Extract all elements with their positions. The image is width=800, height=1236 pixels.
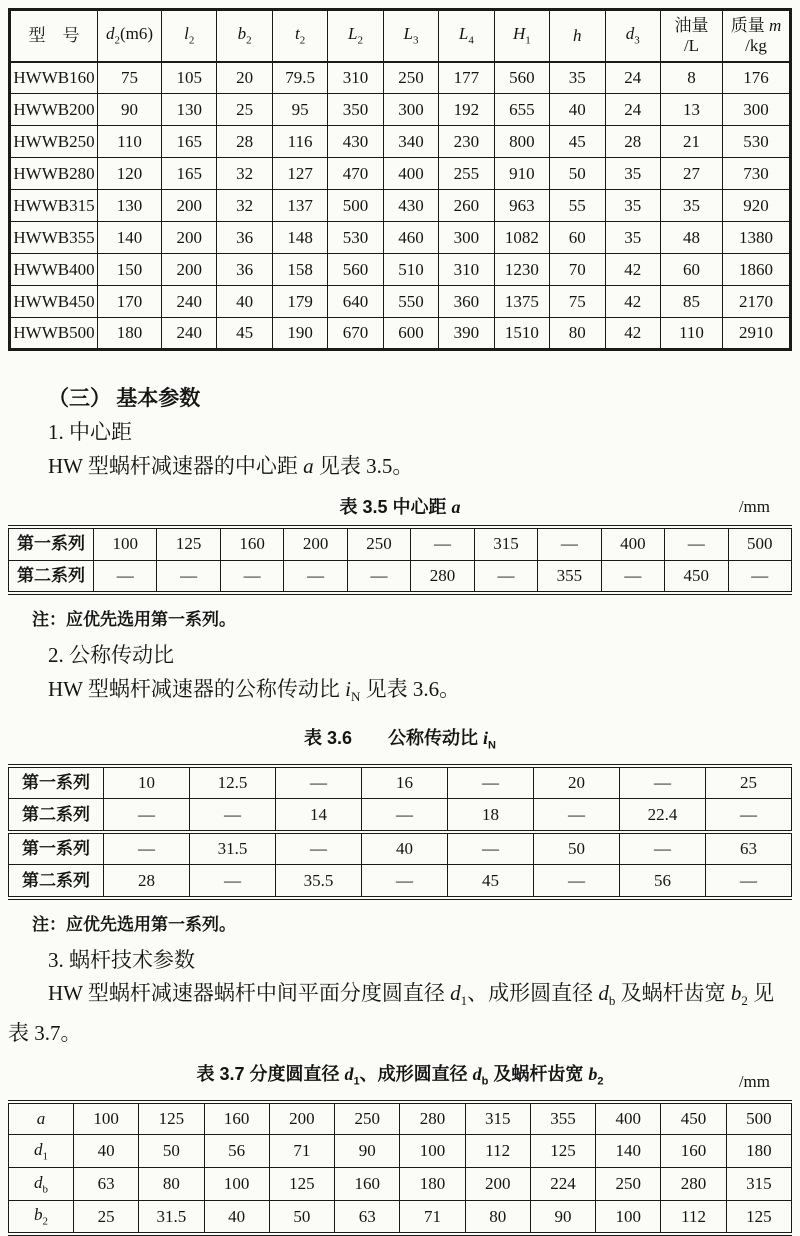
table-cell: 500 — [328, 190, 383, 222]
table-cell: — — [104, 799, 190, 832]
table-cell: 530 — [328, 222, 383, 254]
table-cell: 40 — [362, 832, 448, 865]
column-header: $L_2$ — [328, 10, 383, 62]
row-header: HWWB200 — [10, 94, 98, 126]
table-cell: — — [474, 560, 537, 593]
table-cell: 1380 — [723, 222, 791, 254]
table-row — [9, 1135, 792, 1168]
table-cell: 280 — [411, 560, 474, 593]
table-cell: 32 — [217, 158, 272, 190]
table-3-6-title: 表 3.6 公称传动比 $i_N$ — [304, 728, 496, 752]
table-cell: 40 — [217, 286, 272, 318]
table-cell: 125 — [726, 1201, 791, 1234]
table-3-5-caption — [8, 496, 792, 518]
table-cell: 640 — [328, 286, 383, 318]
table-cell: 250 — [383, 62, 438, 94]
table-cell: 2170 — [723, 286, 791, 318]
row-header: HWWB400 — [10, 254, 98, 286]
table-row — [10, 62, 791, 94]
row-header: HWWB160 — [10, 62, 98, 94]
table-cell: — — [665, 527, 728, 560]
table-cell: 50 — [550, 158, 605, 190]
table-cell: 56 — [620, 865, 706, 898]
table-cell: 90 — [98, 94, 162, 126]
table-cell: 1230 — [494, 254, 549, 286]
table-cell: 110 — [98, 126, 162, 158]
table-row — [10, 286, 791, 318]
table-cell: 90 — [335, 1135, 400, 1168]
column-header: $d_3$ — [605, 10, 661, 62]
table-cell: — — [276, 832, 362, 865]
table-row — [9, 1201, 792, 1234]
row-header: HWWB280 — [10, 158, 98, 190]
table-cell: 31.5 — [190, 832, 276, 865]
table-cell: 35 — [605, 190, 661, 222]
table-cell: 28 — [605, 126, 661, 158]
table-cell: 45 — [217, 318, 272, 350]
table-cell: 35 — [605, 222, 661, 254]
table-cell: 560 — [494, 62, 549, 94]
table-cell: 300 — [383, 94, 438, 126]
table-cell: 390 — [439, 318, 494, 350]
table-cell: 42 — [605, 286, 661, 318]
item-3-heading: 3. 蜗杆技术参数 — [48, 947, 195, 972]
table-cell: 176 — [723, 62, 791, 94]
table-cell: 112 — [465, 1135, 530, 1168]
column-header: $d_2(m6)$ — [98, 10, 162, 62]
table-cell: 10 — [104, 766, 190, 799]
table-cell: 95 — [272, 94, 327, 126]
table-cell: 160 — [220, 527, 283, 560]
table-cell: 310 — [328, 62, 383, 94]
table-cell: 13 — [661, 94, 723, 126]
table-cell: 177 — [439, 62, 494, 94]
table-cell: 21 — [661, 126, 723, 158]
table-cell: 75 — [550, 286, 605, 318]
table-cell: 16 — [362, 766, 448, 799]
table-cell: — — [411, 527, 474, 560]
table-cell: 35.5 — [276, 865, 362, 898]
table-cell: 36 — [217, 254, 272, 286]
table-cell: — — [534, 799, 620, 832]
table-3-6-note: 注：应优先选用第一系列。 — [32, 914, 236, 934]
table-cell: 200 — [284, 527, 347, 560]
table-cell: 20 — [534, 766, 620, 799]
table-cell: 40 — [204, 1201, 269, 1234]
table-cell: 80 — [139, 1168, 204, 1201]
table-cell: 1082 — [494, 222, 549, 254]
table-cell: 430 — [383, 190, 438, 222]
table-cell: 560 — [328, 254, 383, 286]
table-cell: 125 — [530, 1135, 595, 1168]
table-cell: 500 — [728, 527, 791, 560]
table-cell: — — [347, 560, 410, 593]
table-cell: — — [620, 766, 706, 799]
worm-parameters-table — [8, 1100, 792, 1236]
row-header: HWWB315 — [10, 190, 98, 222]
row-header: HWWB355 — [10, 222, 98, 254]
table-cell: 125 — [139, 1102, 204, 1135]
table-cell: 56 — [204, 1135, 269, 1168]
table-cell: 192 — [439, 94, 494, 126]
row-header: 第一系列 — [9, 766, 104, 799]
table-cell: 42 — [605, 254, 661, 286]
item-1-heading: 1. 中心距 — [48, 420, 132, 444]
table-cell: 510 — [383, 254, 438, 286]
table-cell: 125 — [157, 527, 220, 560]
table-cell: 50 — [269, 1201, 334, 1234]
table-cell: 180 — [98, 318, 162, 350]
column-header: $b_2$ — [217, 10, 272, 62]
table-cell: 25 — [706, 766, 792, 799]
row-header: $d_b$ — [9, 1168, 74, 1201]
table-3-5-unit: /mm — [738, 497, 770, 516]
table-cell: 90 — [530, 1201, 595, 1234]
table-cell: 280 — [400, 1102, 465, 1135]
column-header: $l_2$ — [162, 10, 217, 62]
table-cell: 75 — [98, 62, 162, 94]
table-cell: 50 — [534, 832, 620, 865]
header-row — [10, 10, 791, 62]
center-distance-table — [8, 525, 792, 595]
column-header: $L_3$ — [383, 10, 438, 62]
table-cell: 165 — [162, 126, 217, 158]
transmission-ratio-table — [8, 764, 792, 900]
table-cell: 550 — [383, 286, 438, 318]
table-cell: 224 — [530, 1168, 595, 1201]
table-cell: 127 — [272, 158, 327, 190]
table-cell: 8 — [661, 62, 723, 94]
table-row — [10, 94, 791, 126]
row-header: a — [9, 1102, 74, 1135]
table-cell: — — [706, 799, 792, 832]
table-cell: 148 — [272, 222, 327, 254]
table-cell: — — [104, 832, 190, 865]
table-cell: 100 — [204, 1168, 269, 1201]
table-cell: 963 — [494, 190, 549, 222]
paragraph-3: HW 型蜗杆减速器蜗杆中间平面分度圆直径 $d_1$、成形圆直径 $d_b$ 及蜗杆齿宽 $b_2$ 见表 3.7。 — [8, 980, 775, 1045]
table-cell: 42 — [605, 318, 661, 350]
column-header: h — [550, 10, 605, 62]
table-cell: 250 — [347, 527, 410, 560]
row-header: HWWB500 — [10, 318, 98, 350]
table-cell: — — [190, 865, 276, 898]
table-cell: 116 — [272, 126, 327, 158]
table-row — [9, 1102, 792, 1135]
table-3-7-caption — [8, 1063, 792, 1093]
table-cell: 71 — [400, 1201, 465, 1234]
table-row — [10, 222, 791, 254]
table-cell: 27 — [661, 158, 723, 190]
table-cell: 450 — [661, 1102, 726, 1135]
table-cell: 28 — [104, 865, 190, 898]
table-cell: 60 — [550, 222, 605, 254]
table-cell: 160 — [661, 1135, 726, 1168]
table-cell: 400 — [383, 158, 438, 190]
row-header: 第一系列 — [9, 832, 104, 865]
column-header: 型 号 — [10, 10, 98, 62]
paragraph-2: HW 型蜗杆减速器的公称传动比 $i_N$ 见表 3.6。 — [48, 677, 461, 705]
table-cell: 63 — [335, 1201, 400, 1234]
table-cell: 112 — [661, 1201, 726, 1234]
table-cell: 315 — [474, 527, 537, 560]
table-cell: — — [601, 560, 664, 593]
table-cell: 35 — [661, 190, 723, 222]
table-cell: 240 — [162, 318, 217, 350]
table-cell: 600 — [383, 318, 438, 350]
table-cell: — — [190, 799, 276, 832]
table-cell: 40 — [550, 94, 605, 126]
row-header: 第一系列 — [9, 527, 94, 560]
table-cell: 80 — [465, 1201, 530, 1234]
row-header: 第二系列 — [9, 799, 104, 832]
table-cell: — — [362, 799, 448, 832]
table-row — [9, 1168, 792, 1201]
table-cell: 20 — [217, 62, 272, 94]
table-cell: 400 — [596, 1102, 661, 1135]
row-header: $d_1$ — [9, 1135, 74, 1168]
table-cell: — — [706, 865, 792, 898]
table-row — [10, 158, 791, 190]
column-header: $H_1$ — [494, 10, 549, 62]
table-cell: 140 — [596, 1135, 661, 1168]
table-cell: 160 — [335, 1168, 400, 1201]
table-cell: 45 — [448, 865, 534, 898]
table-cell: 250 — [335, 1102, 400, 1135]
table-cell: 180 — [726, 1135, 791, 1168]
table-cell: 355 — [530, 1102, 595, 1135]
table-cell: 63 — [706, 832, 792, 865]
table-row — [9, 832, 792, 865]
table-cell: 55 — [550, 190, 605, 222]
column-header: $L_4$ — [439, 10, 494, 62]
table-cell: 165 — [162, 158, 217, 190]
table-3-5-note: 注：应优先选用第一系列。 — [32, 610, 236, 629]
item-2-heading: 2. 公称传动比 — [48, 643, 174, 667]
table-row — [10, 126, 791, 158]
table-cell: 32 — [217, 190, 272, 222]
table-cell: 530 — [723, 126, 791, 158]
table-cell: 1375 — [494, 286, 549, 318]
table-cell: 50 — [139, 1135, 204, 1168]
table-row — [10, 254, 791, 286]
table-cell: 70 — [550, 254, 605, 286]
table-cell: 200 — [162, 222, 217, 254]
table-cell: 35 — [605, 158, 661, 190]
table-cell: 158 — [272, 254, 327, 286]
table-cell: 125 — [269, 1168, 334, 1201]
paragraph-1: HW 型蜗杆减速器的中心距 a 见表 3.5。 — [48, 454, 414, 478]
table-cell: 800 — [494, 126, 549, 158]
table-cell: 45 — [550, 126, 605, 158]
table-cell: 670 — [328, 318, 383, 350]
table-cell: 36 — [217, 222, 272, 254]
table-cell: 1860 — [723, 254, 791, 286]
table-cell: 450 — [665, 560, 728, 593]
table-cell: 85 — [661, 286, 723, 318]
row-header: 第二系列 — [9, 560, 94, 593]
table-cell: 315 — [726, 1168, 791, 1201]
section-heading: （三） 基本参数 — [48, 386, 201, 410]
table-row — [9, 865, 792, 898]
table-cell: — — [362, 865, 448, 898]
table-3-7-unit: /mm — [738, 1071, 770, 1091]
row-header: HWWB250 — [10, 126, 98, 158]
table-cell: 80 — [550, 318, 605, 350]
table-row — [9, 799, 792, 832]
table-3-7-title: 表 3.7 分度圆直径 $d_1$、成形圆直径 $d_b$ 及蜗杆齿宽 $b_2$ — [196, 1063, 604, 1088]
table-cell: 500 — [726, 1102, 791, 1135]
table-cell: 140 — [98, 222, 162, 254]
table-cell: 18 — [448, 799, 534, 832]
table-row — [9, 560, 792, 593]
table-cell: — — [448, 832, 534, 865]
table-row — [9, 527, 792, 560]
table-cell: 24 — [605, 62, 661, 94]
table-cell: 12.5 — [190, 766, 276, 799]
table-cell: — — [94, 560, 157, 593]
table-cell: 31.5 — [139, 1201, 204, 1234]
table-cell: 130 — [98, 190, 162, 222]
table-cell: 300 — [439, 222, 494, 254]
table-cell: 260 — [439, 190, 494, 222]
row-header: $b_2$ — [9, 1201, 74, 1234]
table-cell: 920 — [723, 190, 791, 222]
table-cell: 300 — [723, 94, 791, 126]
table-cell: 100 — [596, 1201, 661, 1234]
table-cell: 230 — [439, 126, 494, 158]
table-cell: 180 — [400, 1168, 465, 1201]
table-cell: — — [728, 560, 791, 593]
spacer — [0, 935, 800, 943]
table-cell: 200 — [162, 190, 217, 222]
table-cell: 28 — [217, 126, 272, 158]
table-cell: — — [534, 865, 620, 898]
table-cell: 315 — [465, 1102, 530, 1135]
column-header: 质量 m /kg — [723, 10, 791, 62]
table-cell: 360 — [439, 286, 494, 318]
table-cell: 160 — [204, 1102, 269, 1135]
table-cell: 35 — [550, 62, 605, 94]
table-cell: 150 — [98, 254, 162, 286]
table-cell: — — [220, 560, 283, 593]
table-cell: 79.5 — [272, 62, 327, 94]
table-cell: 48 — [661, 222, 723, 254]
table-cell: 430 — [328, 126, 383, 158]
table-cell: 655 — [494, 94, 549, 126]
table-cell: 200 — [162, 254, 217, 286]
table-cell: 460 — [383, 222, 438, 254]
table-cell: 250 — [596, 1168, 661, 1201]
table-cell: 340 — [383, 126, 438, 158]
table-cell: 71 — [269, 1135, 334, 1168]
table-cell: 240 — [162, 286, 217, 318]
table-cell: 730 — [723, 158, 791, 190]
table-cell: — — [448, 766, 534, 799]
table-cell: 350 — [328, 94, 383, 126]
table-cell: 1510 — [494, 318, 549, 350]
table-cell: 100 — [74, 1102, 139, 1135]
table-cell: 100 — [400, 1135, 465, 1168]
table-cell: 170 — [98, 286, 162, 318]
table-cell: 2910 — [723, 318, 791, 350]
table-3-6-caption — [8, 727, 792, 757]
row-header: HWWB450 — [10, 286, 98, 318]
row-header: 第二系列 — [9, 865, 104, 898]
table-cell: 105 — [162, 62, 217, 94]
table-cell: 14 — [276, 799, 362, 832]
table-cell: 355 — [538, 560, 601, 593]
table-cell: 400 — [601, 527, 664, 560]
table-cell: — — [538, 527, 601, 560]
table-row — [10, 190, 791, 222]
table-cell: 310 — [439, 254, 494, 286]
table-cell: 190 — [272, 318, 327, 350]
table-cell: 120 — [98, 158, 162, 190]
table-cell: 25 — [74, 1201, 139, 1234]
table-cell: 200 — [465, 1168, 530, 1201]
table-cell: 60 — [661, 254, 723, 286]
table-cell: 22.4 — [620, 799, 706, 832]
table-cell: 25 — [217, 94, 272, 126]
table-cell: 100 — [94, 527, 157, 560]
table-cell: 280 — [661, 1168, 726, 1201]
table-row — [9, 766, 792, 799]
table-3-5-title: 表 3.5 中心距 a — [339, 497, 461, 517]
table-cell: 910 — [494, 158, 549, 190]
table-cell: 63 — [74, 1168, 139, 1201]
table-cell: 470 — [328, 158, 383, 190]
table-row — [10, 318, 791, 350]
table-cell: 130 — [162, 94, 217, 126]
table-cell: 24 — [605, 94, 661, 126]
table-cell: 137 — [272, 190, 327, 222]
table-cell: 200 — [269, 1102, 334, 1135]
table-cell: — — [276, 766, 362, 799]
table-cell: — — [157, 560, 220, 593]
reducer-dimensions-table — [8, 8, 792, 351]
table-cell: — — [284, 560, 347, 593]
column-header: 油量 /L — [661, 10, 723, 62]
column-header: $t_2$ — [272, 10, 327, 62]
table-cell: — — [620, 832, 706, 865]
spacer — [0, 630, 800, 638]
table-cell: 255 — [439, 158, 494, 190]
table-cell: 179 — [272, 286, 327, 318]
table-cell: 110 — [661, 318, 723, 350]
table-cell: 40 — [74, 1135, 139, 1168]
